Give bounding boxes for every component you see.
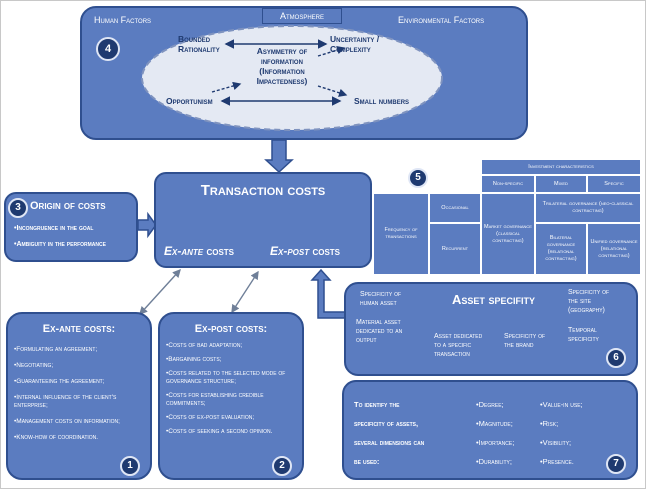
ex-ante-costs-title: Ex-ante costs: [42,323,116,335]
dimensions-col1 [476,400,514,466]
environmental-factors-label: Environmental Factors [398,15,485,25]
ex-ante-item: •Internal influence of the client's enterprise; [14,394,117,409]
ex-post-costs-title: Ex-post costs: [194,323,268,335]
col-specific: Specific [588,176,640,192]
small-numbers-label: Small numbers [354,96,410,106]
number-badge-5: 5 [408,168,428,188]
dimension-item: •Visibility; [540,438,572,447]
ex-post-item: •Costs of ex-post evaluation; [166,414,255,421]
col-non-specific: Non-specific [482,176,534,192]
arrow-atmosphere-to-transaction [266,140,292,172]
ex-ante-item: •Guaranteeing the agreement; [14,378,105,385]
origin-item-1: •Incongruence in the goal [14,225,94,232]
transaction-costs-title: Transaction costs [200,182,326,199]
origin-item-2: •Ambiguity in the performance [14,241,106,248]
cell-trilateral: Trilateral governance (neo-classical contracting) [536,194,640,222]
number-badge-6: 6 [606,348,626,368]
ex-post-item: •Costs for establishing credible commitments; [166,392,264,407]
ex-ante-item: •Know-how of coordination. [14,434,99,441]
bounded-rationality-label: Bounded Rationality [178,34,220,54]
dimensions-intro-line: specificity of assets, [354,419,419,428]
number-badge-7: 7 [606,454,626,474]
temporal-label: Temporal specificity [568,327,599,343]
ex-post-list [166,342,298,436]
ex-ante-item: •Formulating an agreement; [14,346,98,353]
dimensions-intro-line: To identify the [354,400,400,409]
row-recurrent: Recurrent [430,224,480,274]
asymmetry-label: Asymmetry of information (Information Impactedness) [256,46,308,86]
ex-ante-item: •Negotiating; [14,362,54,369]
ex-ante-label: Ex-ante costs [164,244,235,258]
dimensions-intro-line: be used: [354,457,380,466]
ex-post-item: •Costs of seeking a second opinion. [166,428,273,435]
dimensions-col2 [540,400,583,466]
arrow-to-ex-ante-box [140,270,180,314]
brand-label: Specificity of the brand [504,333,546,349]
opportunism-label: Opportunism [166,96,213,106]
cell-bilateral: Bilateral governance (relational contracting) [536,224,586,274]
table-header: Investment characteristics [482,160,640,174]
dimension-item: •Magnitude; [476,419,513,428]
cell-unified: Unified governance (relational contracting) [588,224,640,274]
ex-ante-item: •Management costs on information; [14,418,120,425]
material-asset-label: Material asset dedicated to an output [356,319,403,344]
row-occasional: Occasional [430,194,480,222]
dimension-item: •Presence. [540,457,574,466]
dimensions-intro-line: several dimensions can [354,438,425,447]
number-badge-2: 2 [272,456,292,476]
number-badge-1: 1 [120,456,140,476]
dimension-item: •Durability; [476,457,512,466]
atmosphere-tab: Atmosphere [262,8,342,24]
site-label: Specificity of the site (geography) [568,289,610,314]
ex-ante-list [14,346,146,442]
human-asset-label: Specificity of human asset [360,291,402,307]
dimension-item: •Value-in use; [540,400,583,409]
dedicated-asset-label: Asset dedicated to a specific transaction [434,333,483,358]
dimension-item: •Degree; [476,400,504,409]
dimension-item: •Risk; [540,419,559,428]
dimension-item: •Importance; [476,438,515,447]
row-frequency: Frequency of transactions [374,194,428,274]
human-factors-label: Human Factors [94,15,152,25]
origin-title: Origin of costs [30,200,106,212]
col-mixed: Mixed [536,176,586,192]
uncertainty-label: Uncertainty / Complexity [330,34,380,54]
ex-post-item: •Costs related to the selected mode of governance structure; [166,370,286,385]
cell-market: Market governance (classical contracting) [482,194,534,274]
ex-post-item: •Bargaining costs; [166,356,222,363]
number-badge-3: 3 [8,198,28,218]
asset-specifity-title: Asset specifity [452,292,536,307]
arrow-to-ex-post-box [232,272,258,312]
ex-post-label: Ex-post costs [270,244,341,258]
number-badge-4: 4 [96,37,120,61]
dimensions-intro [354,400,424,466]
ex-post-item: •Costs of bad adaptation; [166,342,243,349]
